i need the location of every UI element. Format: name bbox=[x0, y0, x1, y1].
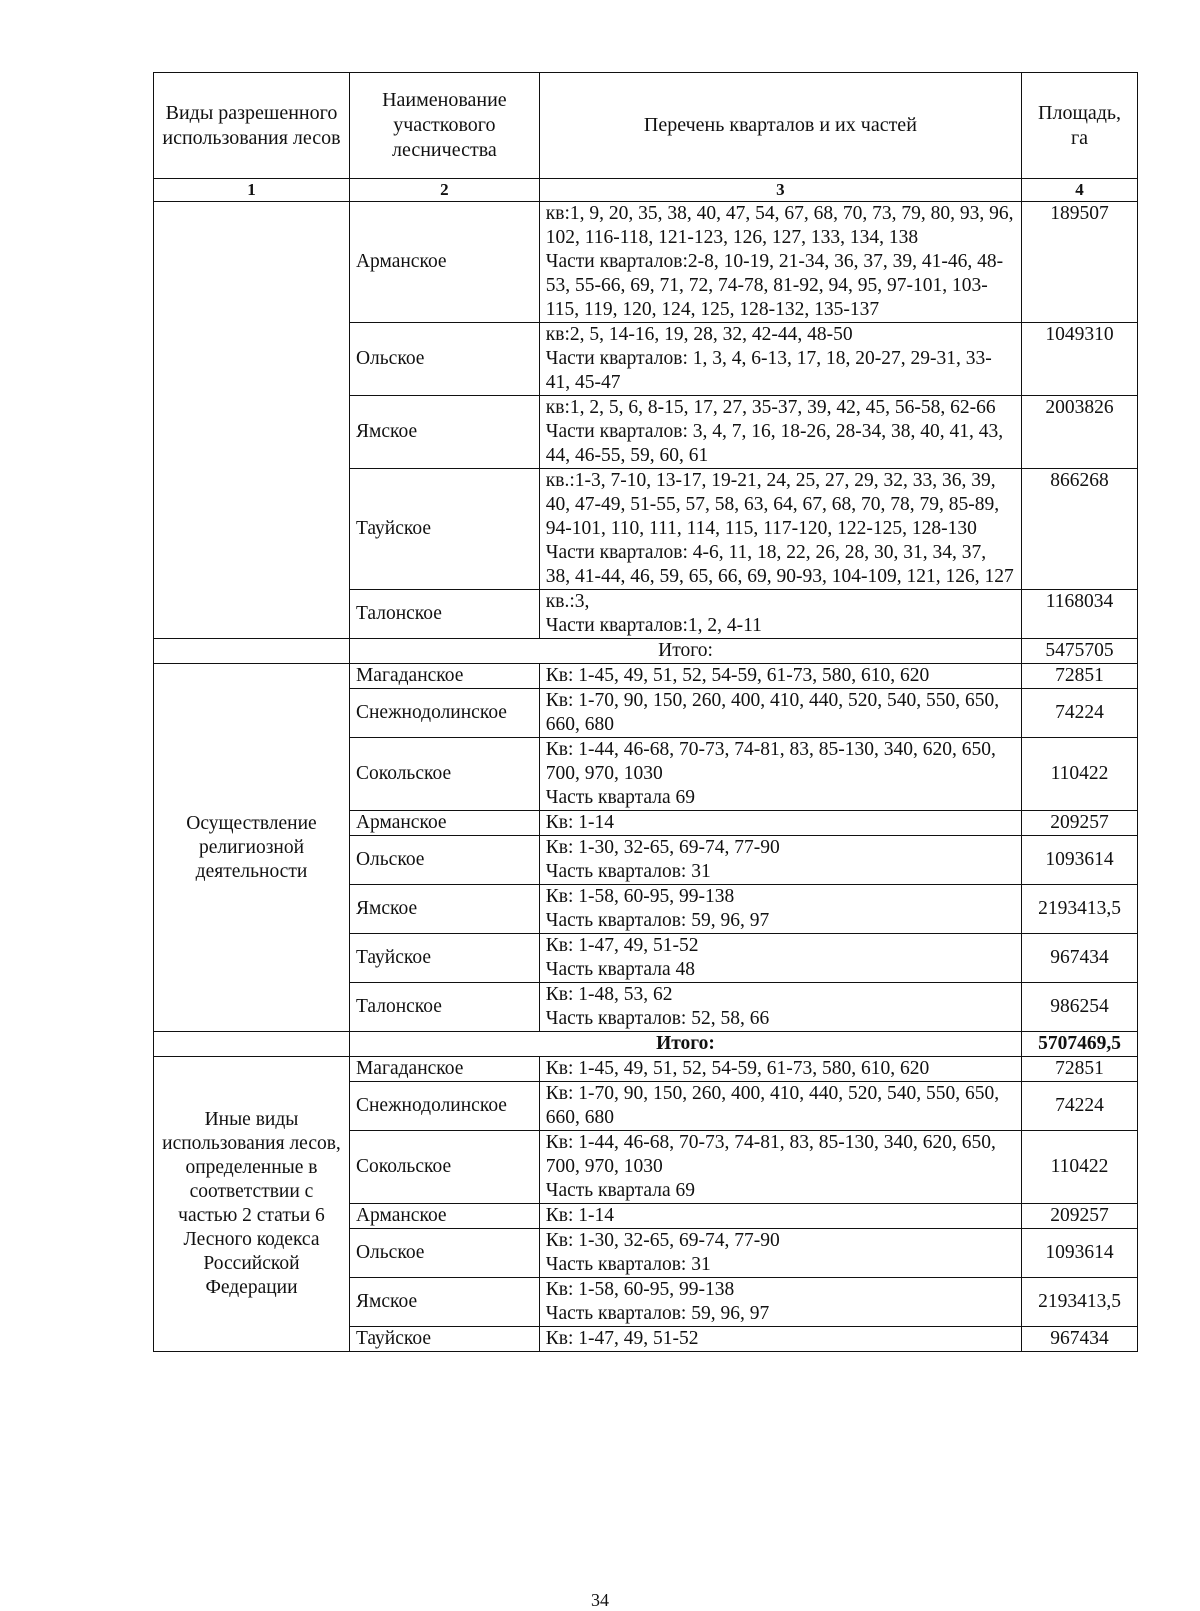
quarter-parts: Часть квартала 69 bbox=[545, 1180, 695, 1201]
quarters-list: кв:2, 5, 14-16, 19, 28, 32, 42-44, 48-50 bbox=[545, 324, 853, 345]
quarters-cell bbox=[539, 1082, 1021, 1131]
header-forestry: Наименование участкового лесничества bbox=[349, 73, 539, 179]
quarters-list: Кв: 1-30, 32-65, 69-74, 77-90 bbox=[545, 837, 780, 858]
forestry-name: Арманское bbox=[349, 811, 539, 836]
forestry-name: Ямское bbox=[349, 885, 539, 934]
table-row bbox=[154, 1057, 1138, 1082]
quarters-cell bbox=[539, 1057, 1021, 1082]
quarters-list: кв:1, 9, 20, 35, 38, 40, 47, 54, 67, 68, 70, 73, 79, 80, 93, 96, 102, 116-118, 121-123, 126, 127, 133, 134, 138 bbox=[545, 203, 1014, 248]
use-type-cell bbox=[154, 639, 350, 664]
quarter-parts: Части кварталов: 4-6, 11, 18, 22, 26, 28, 30, 31, 34, 37, 38, 41-44, 46, 59, 65, 66, 69, 90-93, 104-109, 121, 126, 127 bbox=[545, 542, 1014, 587]
area-value: 110422 bbox=[1022, 1131, 1138, 1204]
quarters-cell bbox=[539, 469, 1021, 590]
area-value: 1049310 bbox=[1022, 323, 1138, 396]
quarters-list: Кв: 1-47, 49, 51-52 bbox=[545, 1328, 699, 1349]
quarter-parts: Часть квартала 69 bbox=[545, 787, 695, 808]
quarters-list: Кв: 1-44, 46-68, 70-73, 74-81, 83, 85-130, 340, 620, 650, 700, 970, 1030 bbox=[545, 739, 996, 784]
quarters-cell bbox=[539, 689, 1021, 738]
quarters-cell bbox=[539, 1278, 1021, 1327]
total-value: 5707469,5 bbox=[1022, 1032, 1138, 1057]
quarters-list: Кв: 1-30, 32-65, 69-74, 77-90 bbox=[545, 1230, 780, 1251]
column-number-row bbox=[154, 179, 1138, 202]
quarters-cell bbox=[539, 590, 1021, 639]
quarter-parts: Часть кварталов: 31 bbox=[545, 861, 711, 882]
quarters-list: Кв: 1-47, 49, 51-52 bbox=[545, 935, 699, 956]
area-value: 967434 bbox=[1022, 1327, 1138, 1352]
total-label: Итого: bbox=[349, 639, 1021, 664]
quarter-parts: Часть кварталов: 52, 58, 66 bbox=[545, 1008, 770, 1029]
quarter-parts: Части кварталов: 3, 4, 7, 16, 18-26, 28-34, 38, 40, 41, 43, 44, 46-55, 59, 60, 61 bbox=[545, 421, 1004, 466]
use-type-cell: Иные виды использования лесов, определенные в соответствии с частью 2 статьи 6 Лесного кодекса Российской Федерации bbox=[154, 1057, 350, 1352]
quarters-list: Кв: 1-70, 90, 150, 260, 400, 410, 440, 520, 540, 550, 650, 660, 680 bbox=[545, 1083, 1000, 1128]
quarters-cell bbox=[539, 738, 1021, 811]
column-number: 4 bbox=[1022, 179, 1138, 202]
area-value: 209257 bbox=[1022, 1204, 1138, 1229]
forestry-name: Снежнодолинское bbox=[349, 689, 539, 738]
quarters-cell bbox=[539, 396, 1021, 469]
forestry-name: Тауйское bbox=[349, 1327, 539, 1352]
total-label: Итого: bbox=[349, 1032, 1021, 1057]
area-value: 2193413,5 bbox=[1022, 885, 1138, 934]
total-row bbox=[154, 639, 1138, 664]
quarters-list: кв.:3, bbox=[545, 591, 590, 612]
use-type-cell bbox=[154, 1032, 350, 1057]
area-value: 1093614 bbox=[1022, 836, 1138, 885]
column-number: 2 bbox=[349, 179, 539, 202]
quarter-parts: Часть кварталов: 59, 96, 97 bbox=[545, 1303, 770, 1324]
quarters-list: кв:1, 2, 5, 6, 8-15, 17, 27, 35-37, 39, 42, 45, 56-58, 62-66 bbox=[545, 397, 996, 418]
forestry-name: Талонское bbox=[349, 590, 539, 639]
area-value: 72851 bbox=[1022, 664, 1138, 689]
quarters-list: Кв: 1-45, 49, 51, 52, 54-59, 61-73, 580, 610, 620 bbox=[545, 1058, 930, 1079]
quarters-cell bbox=[539, 934, 1021, 983]
area-value: 986254 bbox=[1022, 983, 1138, 1032]
quarter-parts: Части кварталов:1, 2, 4-11 bbox=[545, 615, 762, 636]
quarter-parts: Части кварталов:2-8, 10-19, 21-34, 36, 37, 39, 41-46, 48-53, 55-66, 69, 71, 72, 74-78, 81-92, 94, 95, 97-101, 103-115, 119, 120, 124, 125, 128-132, 135-137 bbox=[545, 251, 1004, 320]
total-row bbox=[154, 1032, 1138, 1057]
quarters-list: Кв: 1-14 bbox=[545, 812, 615, 833]
quarters-list: Кв: 1-58, 60-95, 99-138 bbox=[545, 886, 735, 907]
use-type-cell bbox=[154, 202, 350, 639]
forestry-name: Снежнодолинское bbox=[349, 1082, 539, 1131]
quarters-list: Кв: 1-70, 90, 150, 260, 400, 410, 440, 520, 540, 550, 650, 660, 680 bbox=[545, 690, 1000, 735]
forestry-name: Ольское bbox=[349, 323, 539, 396]
area-value: 2003826 bbox=[1022, 396, 1138, 469]
quarters-list: Кв: 1-14 bbox=[545, 1205, 615, 1226]
forestry-name: Сокольское bbox=[349, 738, 539, 811]
quarters-cell bbox=[539, 323, 1021, 396]
area-value: 866268 bbox=[1022, 469, 1138, 590]
quarters-cell bbox=[539, 1204, 1021, 1229]
header-row bbox=[154, 73, 1138, 179]
area-value: 209257 bbox=[1022, 811, 1138, 836]
area-value: 967434 bbox=[1022, 934, 1138, 983]
quarters-cell bbox=[539, 836, 1021, 885]
quarter-parts: Часть кварталов: 31 bbox=[545, 1254, 711, 1275]
quarters-list: кв.:1-3, 7-10, 13-17, 19-21, 24, 25, 27, 29, 32, 33, 36, 39, 40, 47-49, 51-55, 57, 58, 63, 64, 67, 68, 70, 78, 79, 85-89, 94-101, 110, 111, 114, 115, 117-120, 122-125, 128-130 bbox=[545, 470, 1000, 539]
forestry-name: Арманское bbox=[349, 202, 539, 323]
quarters-list: Кв: 1-45, 49, 51, 52, 54-59, 61-73, 580, 610, 620 bbox=[545, 665, 930, 686]
use-type-cell: Осуществление религиозной деятельности bbox=[154, 664, 350, 1032]
column-number: 1 bbox=[154, 179, 350, 202]
forestry-name: Тауйское bbox=[349, 469, 539, 590]
total-value: 5475705 bbox=[1022, 639, 1138, 664]
forestry-name: Талонское bbox=[349, 983, 539, 1032]
quarters-cell bbox=[539, 1327, 1021, 1352]
forestry-name: Сокольское bbox=[349, 1131, 539, 1204]
quarter-parts: Часть кварталов: 59, 96, 97 bbox=[545, 910, 770, 931]
quarters-cell bbox=[539, 202, 1021, 323]
area-value: 72851 bbox=[1022, 1057, 1138, 1082]
forestry-name: Ольское bbox=[349, 1229, 539, 1278]
column-number: 3 bbox=[539, 179, 1021, 202]
header-area: Площадь, га bbox=[1022, 73, 1138, 179]
header-use-type: Виды разрешенного использования лесов bbox=[154, 73, 350, 179]
quarters-cell bbox=[539, 983, 1021, 1032]
area-value: 110422 bbox=[1022, 738, 1138, 811]
area-value: 189507 bbox=[1022, 202, 1138, 323]
quarters-list: Кв: 1-58, 60-95, 99-138 bbox=[545, 1279, 735, 1300]
quarters-cell bbox=[539, 664, 1021, 689]
area-value: 74224 bbox=[1022, 689, 1138, 738]
forestry-name: Ямское bbox=[349, 396, 539, 469]
forestry-name: Ямское bbox=[349, 1278, 539, 1327]
forest-use-table bbox=[153, 72, 1138, 1352]
quarters-cell bbox=[539, 885, 1021, 934]
table-row bbox=[154, 664, 1138, 689]
quarters-cell bbox=[539, 811, 1021, 836]
area-value: 1093614 bbox=[1022, 1229, 1138, 1278]
header-quarters: Перечень кварталов и их частей bbox=[539, 73, 1021, 179]
forestry-name: Арманское bbox=[349, 1204, 539, 1229]
forestry-name: Магаданское bbox=[349, 1057, 539, 1082]
quarter-parts: Часть квартала 48 bbox=[545, 959, 695, 980]
area-value: 74224 bbox=[1022, 1082, 1138, 1131]
forestry-name: Тауйское bbox=[349, 934, 539, 983]
table-row bbox=[154, 202, 1138, 323]
area-value: 2193413,5 bbox=[1022, 1278, 1138, 1327]
quarters-cell bbox=[539, 1131, 1021, 1204]
forestry-name: Ольское bbox=[349, 836, 539, 885]
quarters-cell bbox=[539, 1229, 1021, 1278]
quarter-parts: Части кварталов: 1, 3, 4, 6-13, 17, 18, 20-27, 29-31, 33-41, 45-47 bbox=[545, 348, 992, 393]
area-value: 1168034 bbox=[1022, 590, 1138, 639]
forestry-name: Магаданское bbox=[349, 664, 539, 689]
quarters-list: Кв: 1-48, 53, 62 bbox=[545, 984, 673, 1005]
quarters-list: Кв: 1-44, 46-68, 70-73, 74-81, 83, 85-130, 340, 620, 650, 700, 970, 1030 bbox=[545, 1132, 996, 1177]
page-number: 34 bbox=[591, 1590, 609, 1610]
